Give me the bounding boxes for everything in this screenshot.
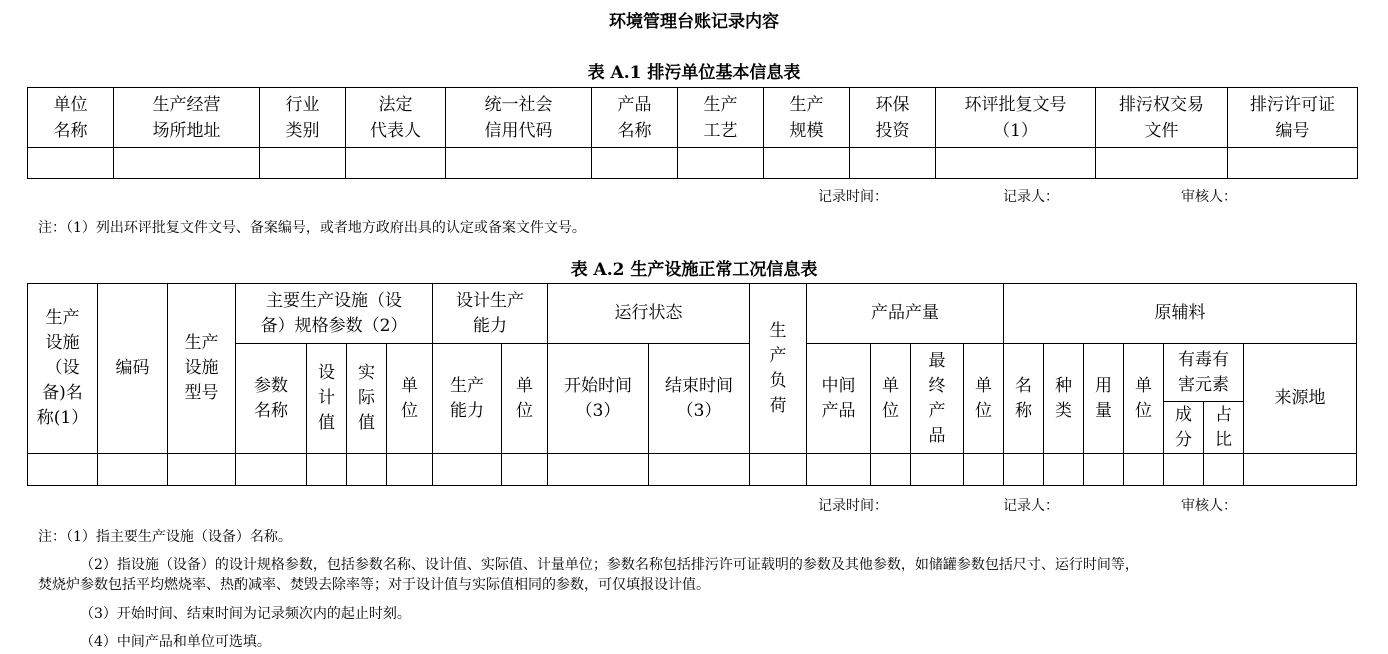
- header-mid-unit: 单 位: [871, 344, 911, 454]
- header-param-name: 参数 名称: [236, 344, 307, 454]
- header-start-time: 开始时间 （3）: [548, 344, 649, 454]
- input-cell[interactable]: [346, 148, 446, 179]
- page-title: 环境管理台账记录内容: [609, 12, 779, 32]
- a2-note-2: （2）指设施（设备）的设计规格参数，包括参数名称、设计值、实际值、计量单位；参数名称包括排污许可证载明的参数及其他参数，如储罐参数包括尺寸、运行时间等，: [80, 557, 1139, 573]
- table-a2: [27, 283, 1357, 486]
- header-mid-product: 中间 产品: [807, 344, 871, 454]
- a1-recorder-label: 记录人：: [1003, 189, 1059, 205]
- header-code: 编码: [98, 284, 168, 454]
- header-materials: 原辅料: [1004, 284, 1357, 344]
- header-final-product: 最 终 产 品: [911, 344, 964, 454]
- header-legal-rep: 法定 代表人: [346, 88, 446, 148]
- table-a1-caption: 表 A.1 排污单位基本信息表: [587, 63, 801, 83]
- input-cell[interactable]: [387, 454, 433, 486]
- header-mat-unit: 单 位: [1124, 344, 1164, 454]
- header-final-unit: 单 位: [964, 344, 1004, 454]
- table-a1-input-row: [28, 148, 1358, 179]
- input-cell[interactable]: [236, 454, 307, 486]
- header-emission-trade: 排污权交易 文件: [1096, 88, 1228, 148]
- header-design-value: 设 计 值: [307, 344, 347, 454]
- table-a1-header-row: [28, 88, 1358, 148]
- input-cell[interactable]: [168, 454, 236, 486]
- input-cell[interactable]: [850, 148, 936, 179]
- header-actual-value: 实 际 值: [347, 344, 387, 454]
- header-mat-amount: 用 量: [1084, 344, 1124, 454]
- input-cell[interactable]: [678, 148, 764, 179]
- header-eia-approval: 环评批复文号 （1）: [936, 88, 1096, 148]
- header-load: 生 产 负 荷: [750, 284, 807, 454]
- input-cell[interactable]: [1124, 454, 1164, 486]
- header-scale: 生产 规模: [764, 88, 850, 148]
- input-cell[interactable]: [114, 148, 260, 179]
- header-permit-no: 排污许可证 编号: [1228, 88, 1358, 148]
- input-cell[interactable]: [1004, 454, 1044, 486]
- input-cell[interactable]: [307, 454, 347, 486]
- input-cell[interactable]: [1164, 454, 1204, 486]
- a1-note: 注：（1）列出环评批复文件文号、备案编号，或者地方政府出具的认定或备案文件文号。: [38, 220, 586, 236]
- header-output: 产品产量: [807, 284, 1004, 344]
- a2-recorder-label: 记录人：: [1003, 498, 1059, 514]
- input-cell[interactable]: [1096, 148, 1228, 179]
- input-cell[interactable]: [764, 148, 850, 179]
- header-origin: 来源地: [1244, 344, 1357, 454]
- header-design-capacity: 设计生产 能力: [433, 284, 548, 344]
- a2-note-4: （4）中间产品和单位可选填。: [80, 634, 271, 650]
- header-spec-unit: 单 位: [387, 344, 433, 454]
- input-cell[interactable]: [1204, 454, 1244, 486]
- header-toxic-elements: 有毒有 害元素: [1164, 344, 1244, 402]
- input-cell[interactable]: [1228, 148, 1358, 179]
- input-cell[interactable]: [98, 454, 168, 486]
- table-a1: [27, 87, 1358, 179]
- input-cell[interactable]: [433, 454, 502, 486]
- a1-record-time-label: 记录时间：: [818, 189, 888, 205]
- header-process: 生产 工艺: [678, 88, 764, 148]
- input-cell[interactable]: [1084, 454, 1124, 486]
- header-run-status: 运行状态: [548, 284, 750, 344]
- header-unit-name: 单位 名称: [28, 88, 114, 148]
- input-cell[interactable]: [347, 454, 387, 486]
- input-cell[interactable]: [871, 454, 911, 486]
- a2-note-3: （3）开始时间、结束时间为记录频次内的起止时刻。: [80, 606, 411, 622]
- input-cell[interactable]: [446, 148, 592, 179]
- header-credit-code: 统一社会 信用代码: [446, 88, 592, 148]
- input-cell[interactable]: [592, 148, 678, 179]
- input-cell[interactable]: [750, 454, 807, 486]
- input-cell[interactable]: [911, 454, 964, 486]
- header-env-invest: 环保 投资: [850, 88, 936, 148]
- header-facility-model: 生产 设施 型号: [168, 284, 236, 454]
- header-mat-type: 种 类: [1044, 344, 1084, 454]
- input-cell[interactable]: [964, 454, 1004, 486]
- header-ratio: 占 比: [1204, 402, 1244, 454]
- header-capacity-unit: 单 位: [502, 344, 548, 454]
- input-cell[interactable]: [936, 148, 1096, 179]
- a2-record-time-label: 记录时间：: [818, 498, 888, 514]
- input-cell[interactable]: [1044, 454, 1084, 486]
- header-facility-name: 生产 设施 （设 备)名 称(1）: [28, 284, 98, 454]
- header-product-name: 产品 名称: [592, 88, 678, 148]
- input-cell[interactable]: [502, 454, 548, 486]
- input-cell[interactable]: [807, 454, 871, 486]
- input-cell[interactable]: [649, 454, 750, 486]
- a2-note-1: 注：（1）指主要生产设施（设备）名称。: [38, 529, 292, 545]
- header-address: 生产经营 场所地址: [114, 88, 260, 148]
- header-end-time: 结束时间 （3）: [649, 344, 750, 454]
- table-a2-input-row: [28, 454, 1357, 486]
- header-composition: 成 分: [1164, 402, 1204, 454]
- header-mat-name: 名 称: [1004, 344, 1044, 454]
- header-industry: 行业 类别: [260, 88, 346, 148]
- input-cell[interactable]: [28, 148, 114, 179]
- a1-reviewer-label: 审核人：: [1181, 189, 1237, 205]
- table-a2-header-row-1: [28, 284, 1357, 344]
- header-capacity: 生产 能力: [433, 344, 502, 454]
- table-a2-caption: 表 A.2 生产设施正常工况信息表: [570, 260, 818, 280]
- input-cell[interactable]: [548, 454, 649, 486]
- input-cell[interactable]: [1244, 454, 1357, 486]
- input-cell[interactable]: [260, 148, 346, 179]
- input-cell[interactable]: [28, 454, 98, 486]
- a2-reviewer-label: 审核人：: [1181, 498, 1237, 514]
- a2-note-2-cont: 焚烧炉参数包括平均燃烧率、热酌减率、焚毁去除率等；对于设计值与实际值相同的参数，可仅填报设计值。: [38, 577, 710, 593]
- header-spec-params: 主要生产设施（设 备）规格参数（2）: [236, 284, 433, 344]
